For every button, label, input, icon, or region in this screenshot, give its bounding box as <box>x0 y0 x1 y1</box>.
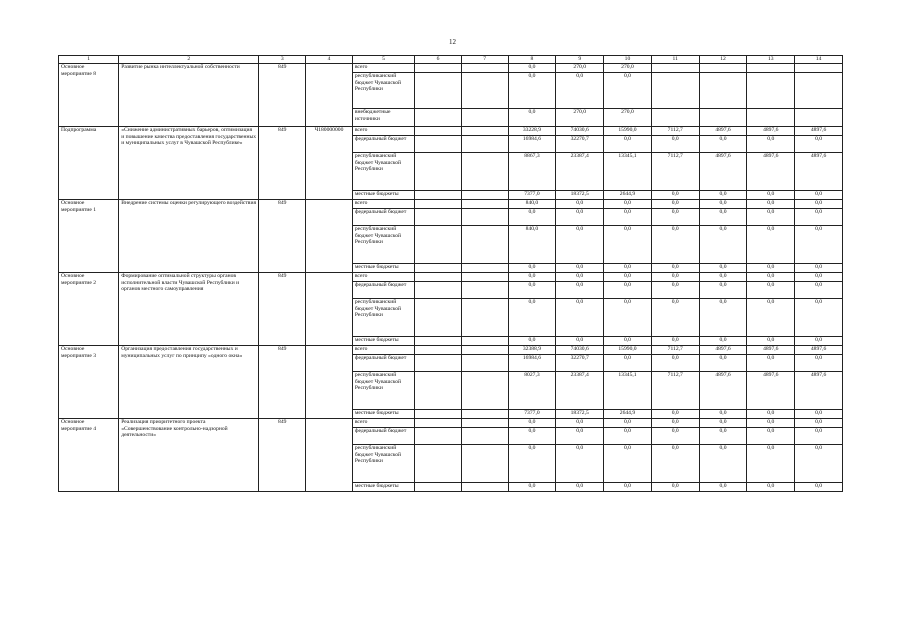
column-header: 1 <box>59 56 119 64</box>
funding-source: федеральный бюджет <box>352 428 414 445</box>
value-cell <box>461 299 508 337</box>
value-cell: 8027,3 <box>508 372 556 410</box>
value-cell <box>415 372 462 410</box>
value-cell: 0,0 <box>508 73 556 109</box>
value-cell <box>461 127 508 136</box>
table-row <box>59 273 843 282</box>
value-cell: 0,0 <box>604 428 652 445</box>
value-cell: 0,0 <box>508 428 556 445</box>
value-cell: 7112,7 <box>651 127 699 136</box>
value-cell: 840,0 <box>508 200 556 209</box>
column-header: 2 <box>119 56 259 64</box>
value-cell: 0,0 <box>651 209 699 226</box>
value-cell <box>415 200 462 209</box>
funding-source: всего <box>352 273 414 282</box>
value-cell: 0,0 <box>795 483 843 492</box>
value-cell: 0,0 <box>747 410 795 419</box>
funding-source: местные бюджеты <box>352 264 414 273</box>
value-cell <box>415 483 462 492</box>
value-cell <box>461 209 508 226</box>
value-cell: 0,0 <box>651 273 699 282</box>
value-cell: 0,0 <box>604 483 652 492</box>
target-code <box>306 64 353 127</box>
value-cell <box>461 226 508 264</box>
value-cell: 0,0 <box>556 226 604 264</box>
value-cell <box>461 264 508 273</box>
value-cell <box>415 109 462 127</box>
value-cell: 74030,6 <box>556 346 604 355</box>
activity-name: Основное мероприятие 2 <box>59 273 119 346</box>
value-cell: 0,0 <box>795 200 843 209</box>
value-cell: 0,0 <box>508 282 556 299</box>
value-cell <box>461 419 508 428</box>
column-header-row <box>59 56 843 64</box>
value-cell <box>415 264 462 273</box>
column-header: 11 <box>651 56 699 64</box>
value-cell: 18372,5 <box>556 191 604 200</box>
page-number: 12 <box>449 38 456 46</box>
value-cell: 0,0 <box>651 428 699 445</box>
value-cell: 13345,1 <box>604 372 652 410</box>
value-cell: 0,0 <box>651 410 699 419</box>
value-cell: 270,0 <box>604 64 652 73</box>
value-cell: 0,0 <box>556 209 604 226</box>
value-cell: 270,0 <box>604 109 652 127</box>
value-cell: 0,0 <box>651 299 699 337</box>
funding-source: всего <box>352 127 414 136</box>
value-cell: 270,0 <box>556 64 604 73</box>
value-cell: 0,0 <box>747 355 795 372</box>
value-cell: 0,0 <box>795 273 843 282</box>
value-cell: 0,0 <box>604 264 652 273</box>
value-cell: 0,0 <box>604 419 652 428</box>
activity-name: Основное мероприятие 8 <box>59 64 119 127</box>
funding-source: федеральный бюджет <box>352 282 414 299</box>
value-cell: 0,0 <box>651 264 699 273</box>
value-cell <box>461 73 508 109</box>
column-header: 5 <box>352 56 414 64</box>
value-cell: 0,0 <box>795 209 843 226</box>
value-cell: 0,0 <box>699 445 747 483</box>
funding-source: республиканский бюджет Чувашской Республики <box>352 73 414 109</box>
value-cell: 0,0 <box>556 200 604 209</box>
funding-source: федеральный бюджет <box>352 209 414 226</box>
funding-source: всего <box>352 419 414 428</box>
value-cell: 0,0 <box>795 428 843 445</box>
value-cell: 33228,9 <box>508 127 556 136</box>
value-cell <box>795 73 843 109</box>
target-code <box>306 200 353 273</box>
value-cell: 0,0 <box>604 136 652 153</box>
value-cell: 2644,9 <box>604 410 652 419</box>
value-cell: 0,0 <box>699 483 747 492</box>
funding-source: республиканский бюджет Чувашской Республики <box>352 445 414 483</box>
value-cell: 0,0 <box>556 445 604 483</box>
target-code <box>306 273 353 346</box>
funding-source: федеральный бюджет <box>352 136 414 153</box>
value-cell <box>415 337 462 346</box>
value-cell: 4897,6 <box>747 153 795 191</box>
value-cell: 0,0 <box>795 136 843 153</box>
value-cell: 0,0 <box>604 355 652 372</box>
value-cell: 0,0 <box>795 337 843 346</box>
value-cell <box>415 299 462 337</box>
activity-title: Внедрение системы оценки регулирующего воздействия <box>119 200 259 273</box>
grbs-code: 849 <box>259 64 306 127</box>
value-cell: 0,0 <box>699 191 747 200</box>
value-cell <box>461 200 508 209</box>
value-cell <box>699 64 747 73</box>
value-cell: 13345,1 <box>604 153 652 191</box>
value-cell: 0,0 <box>651 282 699 299</box>
value-cell <box>415 346 462 355</box>
value-cell: 0,0 <box>747 264 795 273</box>
column-header: 9 <box>556 56 604 64</box>
value-cell: 0,0 <box>508 109 556 127</box>
value-cell: 0,0 <box>699 428 747 445</box>
funding-source: местные бюджеты <box>352 337 414 346</box>
value-cell: 0,0 <box>795 445 843 483</box>
value-cell <box>461 355 508 372</box>
grbs-code: 849 <box>259 419 306 492</box>
value-cell: 4897,6 <box>747 346 795 355</box>
value-cell: 0,0 <box>604 282 652 299</box>
value-cell: 0,0 <box>795 282 843 299</box>
value-cell <box>415 153 462 191</box>
value-cell: 0,0 <box>556 337 604 346</box>
value-cell <box>795 64 843 73</box>
value-cell: 4897,6 <box>795 127 843 136</box>
value-cell <box>461 191 508 200</box>
value-cell <box>651 64 699 73</box>
value-cell <box>415 209 462 226</box>
table-row <box>59 64 843 73</box>
funding-source: республиканский бюджет Чувашской Республики <box>352 226 414 264</box>
column-header: 8 <box>508 56 556 64</box>
value-cell: 0,0 <box>699 209 747 226</box>
funding-source: местные бюджеты <box>352 191 414 200</box>
value-cell: 0,0 <box>795 419 843 428</box>
value-cell: 0,0 <box>604 445 652 483</box>
funding-source: республиканский бюджет Чувашской Республики <box>352 153 414 191</box>
value-cell <box>415 273 462 282</box>
value-cell: 0,0 <box>699 264 747 273</box>
funding-source: местные бюджеты <box>352 483 414 492</box>
value-cell: 0,0 <box>651 200 699 209</box>
activity-title: Реализация приоритетного проекта «Совершенствование контрольно-надзорной деятельности» <box>119 419 259 492</box>
value-cell <box>415 191 462 200</box>
value-cell: 4897,6 <box>795 346 843 355</box>
value-cell: 32388,9 <box>508 346 556 355</box>
grbs-code: 849 <box>259 127 306 200</box>
value-cell: 0,0 <box>747 483 795 492</box>
value-cell <box>461 153 508 191</box>
table-row <box>59 346 843 355</box>
value-cell: 7112,7 <box>651 346 699 355</box>
value-cell <box>461 282 508 299</box>
value-cell: 0,0 <box>699 282 747 299</box>
value-cell <box>415 127 462 136</box>
value-cell: 270,0 <box>556 109 604 127</box>
value-cell: 0,0 <box>604 299 652 337</box>
value-cell: 7377,0 <box>508 191 556 200</box>
value-cell <box>461 410 508 419</box>
value-cell: 0,0 <box>651 226 699 264</box>
activity-title: «Снижение административных барьеров, оптимизация и повышение качества предоставления государственных и муниципальных услуг в Чувашской Республике» <box>119 127 259 200</box>
value-cell: 7377,0 <box>508 410 556 419</box>
column-header: 12 <box>699 56 747 64</box>
value-cell: 0,0 <box>699 419 747 428</box>
value-cell <box>461 273 508 282</box>
value-cell: 0,0 <box>747 273 795 282</box>
funding-source: всего <box>352 64 414 73</box>
target-code: Ч180000000 <box>306 127 353 200</box>
value-cell: 0,0 <box>699 226 747 264</box>
value-cell: 4897,6 <box>747 127 795 136</box>
value-cell: 0,0 <box>747 191 795 200</box>
funding-source: всего <box>352 200 414 209</box>
activity-name: Подпрограмма <box>59 127 119 200</box>
value-cell: 0,0 <box>699 299 747 337</box>
value-cell <box>461 428 508 445</box>
value-cell: 0,0 <box>747 428 795 445</box>
value-cell: 0,0 <box>747 337 795 346</box>
value-cell: 0,0 <box>747 419 795 428</box>
value-cell: 0,0 <box>604 273 652 282</box>
value-cell: 0,0 <box>604 226 652 264</box>
value-cell: 4897,6 <box>747 372 795 410</box>
value-cell <box>461 346 508 355</box>
value-cell: 0,0 <box>699 337 747 346</box>
value-cell: 7112,7 <box>651 372 699 410</box>
value-cell: 0,0 <box>604 73 652 109</box>
value-cell: 0,0 <box>747 136 795 153</box>
value-cell <box>461 445 508 483</box>
value-cell <box>461 372 508 410</box>
funding-source: федеральный бюджет <box>352 355 414 372</box>
column-header: 6 <box>415 56 462 64</box>
value-cell: 4897,6 <box>795 372 843 410</box>
value-cell: 16984,6 <box>508 136 556 153</box>
grbs-code: 849 <box>259 346 306 419</box>
value-cell <box>699 109 747 127</box>
value-cell: 15990,0 <box>604 346 652 355</box>
value-cell: 0,0 <box>604 337 652 346</box>
column-header: 7 <box>461 56 508 64</box>
value-cell <box>651 109 699 127</box>
value-cell: 0,0 <box>556 428 604 445</box>
value-cell <box>415 64 462 73</box>
value-cell: 0,0 <box>556 273 604 282</box>
value-cell <box>461 109 508 127</box>
value-cell: 0,0 <box>556 483 604 492</box>
value-cell: 7112,7 <box>651 153 699 191</box>
value-cell: 840,0 <box>508 226 556 264</box>
value-cell <box>461 337 508 346</box>
funding-source: местные бюджеты <box>352 410 414 419</box>
value-cell <box>699 73 747 109</box>
value-cell: 0,0 <box>556 419 604 428</box>
value-cell <box>415 226 462 264</box>
value-cell: 4897,6 <box>699 127 747 136</box>
value-cell: 0,0 <box>747 209 795 226</box>
value-cell: 0,0 <box>651 136 699 153</box>
value-cell <box>461 64 508 73</box>
value-cell: 0,0 <box>508 483 556 492</box>
value-cell <box>461 483 508 492</box>
value-cell: 0,0 <box>651 419 699 428</box>
table-row <box>59 200 843 209</box>
value-cell: 0,0 <box>795 355 843 372</box>
value-cell: 0,0 <box>699 136 747 153</box>
value-cell: 0,0 <box>795 191 843 200</box>
value-cell: 18372,5 <box>556 410 604 419</box>
value-cell: 0,0 <box>747 282 795 299</box>
value-cell <box>747 73 795 109</box>
value-cell: 0,0 <box>556 282 604 299</box>
value-cell: 0,0 <box>651 483 699 492</box>
value-cell: 0,0 <box>795 299 843 337</box>
value-cell <box>415 428 462 445</box>
target-code <box>306 346 353 419</box>
value-cell: 0,0 <box>508 445 556 483</box>
value-cell: 4897,6 <box>699 153 747 191</box>
value-cell <box>415 136 462 153</box>
value-cell: 4897,6 <box>699 346 747 355</box>
table-body <box>59 56 843 492</box>
value-cell: 74030,6 <box>556 127 604 136</box>
value-cell: 32270,7 <box>556 136 604 153</box>
funding-source: всего <box>352 346 414 355</box>
value-cell: 0,0 <box>508 337 556 346</box>
value-cell: 0,0 <box>747 200 795 209</box>
value-cell: 0,0 <box>747 299 795 337</box>
value-cell: 0,0 <box>651 445 699 483</box>
activity-name: Основное мероприятие 4 <box>59 419 119 492</box>
value-cell: 4897,6 <box>795 153 843 191</box>
target-code <box>306 419 353 492</box>
value-cell: 0,0 <box>795 410 843 419</box>
value-cell: 16984,6 <box>508 355 556 372</box>
column-header: 13 <box>747 56 795 64</box>
value-cell: 0,0 <box>651 191 699 200</box>
value-cell <box>415 445 462 483</box>
value-cell: 0,0 <box>699 273 747 282</box>
activity-name: Основное мероприятие 3 <box>59 346 119 419</box>
value-cell: 4897,6 <box>699 372 747 410</box>
value-cell: 0,0 <box>556 299 604 337</box>
activity-title: Развитие рынка интеллектуальной собственности <box>119 64 259 127</box>
value-cell <box>651 73 699 109</box>
value-cell: 0,0 <box>699 410 747 419</box>
value-cell: 23387,4 <box>556 372 604 410</box>
budget-table <box>58 55 843 492</box>
table-row <box>59 127 843 136</box>
grbs-code: 849 <box>259 273 306 346</box>
column-header: 4 <box>306 56 353 64</box>
value-cell <box>747 64 795 73</box>
table-row <box>59 419 843 428</box>
activity-title: Формирование оптимальной структуры органов исполнительной власти Чувашской Республики и органов местного самоуправления <box>119 273 259 346</box>
value-cell <box>415 73 462 109</box>
value-cell: 0,0 <box>651 337 699 346</box>
column-header: 3 <box>259 56 306 64</box>
value-cell: 0,0 <box>699 355 747 372</box>
value-cell <box>415 410 462 419</box>
value-cell <box>461 136 508 153</box>
value-cell: 0,0 <box>508 273 556 282</box>
value-cell: 0,0 <box>508 209 556 226</box>
value-cell: 8867,3 <box>508 153 556 191</box>
value-cell: 0,0 <box>508 419 556 428</box>
funding-source: республиканский бюджет Чувашской Республики <box>352 372 414 410</box>
value-cell: 0,0 <box>556 264 604 273</box>
value-cell: 0,0 <box>795 226 843 264</box>
value-cell: 0,0 <box>604 209 652 226</box>
value-cell: 0,0 <box>699 200 747 209</box>
value-cell <box>747 109 795 127</box>
value-cell: 0,0 <box>747 226 795 264</box>
column-header: 10 <box>604 56 652 64</box>
value-cell <box>795 109 843 127</box>
value-cell: 0,0 <box>508 299 556 337</box>
value-cell: 0,0 <box>747 445 795 483</box>
value-cell: 15990,0 <box>604 127 652 136</box>
value-cell: 0,0 <box>508 64 556 73</box>
value-cell: 0,0 <box>556 73 604 109</box>
funding-source: республиканский бюджет Чувашской Республики <box>352 299 414 337</box>
value-cell <box>415 282 462 299</box>
value-cell <box>415 419 462 428</box>
value-cell <box>415 355 462 372</box>
activity-name: Основное мероприятие 1 <box>59 200 119 273</box>
activity-title: Организация предоставления государственных и муниципальных услуг по принципу «одного окна» <box>119 346 259 419</box>
funding-source: внебюджетные источники <box>352 109 414 127</box>
value-cell: 0,0 <box>795 264 843 273</box>
value-cell: 23387,4 <box>556 153 604 191</box>
grbs-code: 849 <box>259 200 306 273</box>
value-cell: 32270,7 <box>556 355 604 372</box>
value-cell: 0,0 <box>651 355 699 372</box>
value-cell: 0,0 <box>604 200 652 209</box>
column-header: 14 <box>795 56 843 64</box>
value-cell: 0,0 <box>508 264 556 273</box>
value-cell: 2644,9 <box>604 191 652 200</box>
